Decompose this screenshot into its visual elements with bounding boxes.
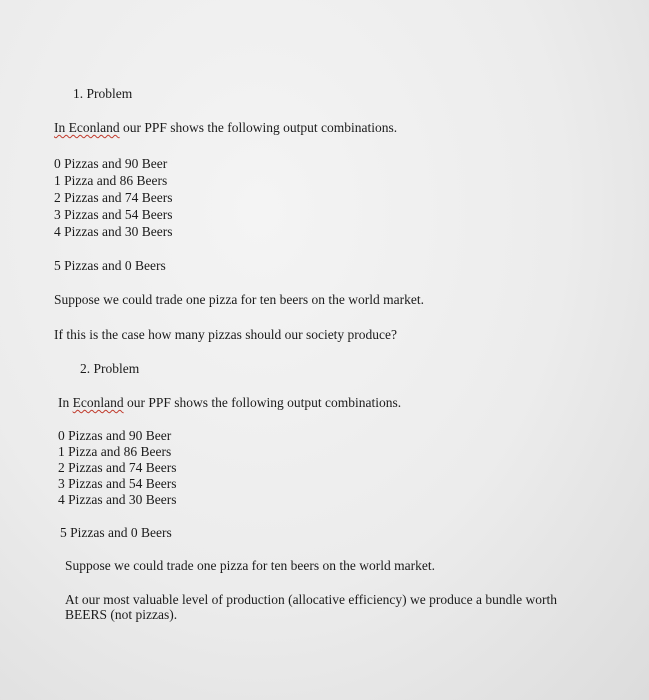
problem-1-trade: Suppose we could trade one pizza for ten beers on the world market. [54,292,424,307]
problem-2-intro-text: our PPF shows the following output combinations. [123,395,402,410]
problem-1-combo: 1 Pizza and 86 Beers [54,173,168,188]
econland-misspelled-word: In Econland [54,120,120,135]
problem-1-combo: 0 Pizzas and 90 Beer [54,156,168,171]
problem-2-combo: 2 Pizzas and 74 Beers [58,460,177,475]
problem-2-combo: 3 Pizzas and 54 Beers [58,476,177,491]
problem-1-heading: 1. Problem [73,86,133,101]
problem-1-intro [54,120,397,136]
problem-1-combo: 4 Pizzas and 30 Beers [54,224,173,239]
problem-1-combo: 2 Pizzas and 74 Beers [54,190,173,205]
econland-misspelled-word: Econland [72,395,124,410]
problem-2-combo: 4 Pizzas and 30 Beers [58,492,177,507]
problem-1-combo: 3 Pizzas and 54 Beers [54,207,173,222]
problem-1-question: If this is the case how many pizzas should our society produce? [54,327,398,342]
problem-1-intro-text: our PPF shows the following output combinations. [119,120,398,135]
problem-1-last-combo: 5 Pizzas and 0 Beers [54,258,166,273]
problem-2-statement-line-2: BEERS (not pizzas). [65,607,178,622]
problem-2-heading: 2. Problem [80,361,140,376]
problem-2-statement-line-1: At our most valuable level of production (allocative efficiency) we produce a bundle worth [65,592,557,607]
problem-2-combo: 1 Pizza and 86 Beers [58,444,172,459]
problem-2-last-combo: 5 Pizzas and 0 Beers [60,525,172,540]
problem-2-intro-prefix: In [58,395,73,410]
problem-2-combo: 0 Pizzas and 90 Beer [58,428,172,443]
problem-2-trade: Suppose we could trade one pizza for ten beers on the world market. [65,558,435,573]
problem-2-intro [58,395,401,411]
